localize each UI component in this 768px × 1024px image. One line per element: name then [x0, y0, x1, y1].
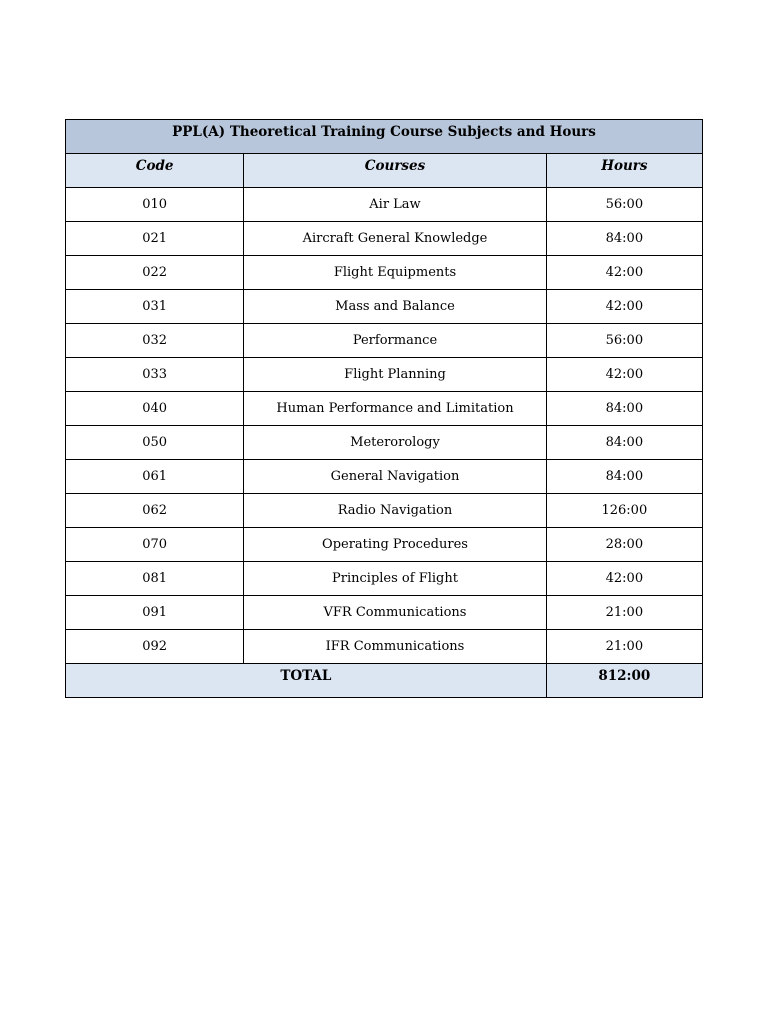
table-body [66, 188, 703, 664]
cell-hours: 42:00 [546, 256, 702, 290]
total-row [66, 664, 703, 698]
cell-course: Meterorology [244, 426, 546, 460]
cell-hours: 56:00 [546, 324, 702, 358]
cell-code: 032 [66, 324, 244, 358]
table-row [66, 562, 703, 596]
cell-hours: 84:00 [546, 392, 702, 426]
cell-hours: 21:00 [546, 630, 702, 664]
cell-hours: 56:00 [546, 188, 702, 222]
table-row [66, 324, 703, 358]
cell-code: 021 [66, 222, 244, 256]
cell-course: IFR Communications [244, 630, 546, 664]
cell-course: Flight Planning [244, 358, 546, 392]
table-row [66, 188, 703, 222]
cell-course: Flight Equipments [244, 256, 546, 290]
table-row [66, 222, 703, 256]
cell-course: Aircraft General Knowledge [244, 222, 546, 256]
header-code: Code [66, 154, 244, 188]
total-label: TOTAL [66, 664, 547, 698]
cell-code: 033 [66, 358, 244, 392]
cell-course: Human Performance and Limitation [244, 392, 546, 426]
cell-course: VFR Communications [244, 596, 546, 630]
table-row [66, 494, 703, 528]
table-row [66, 358, 703, 392]
cell-hours: 126:00 [546, 494, 702, 528]
cell-hours: 84:00 [546, 426, 702, 460]
table-row [66, 596, 703, 630]
cell-code: 040 [66, 392, 244, 426]
cell-course: Mass and Balance [244, 290, 546, 324]
cell-code: 031 [66, 290, 244, 324]
cell-course: Operating Procedures [244, 528, 546, 562]
table-row [66, 392, 703, 426]
cell-course: Principles of Flight [244, 562, 546, 596]
course-hours-table [65, 119, 703, 698]
cell-code: 010 [66, 188, 244, 222]
cell-hours: 84:00 [546, 222, 702, 256]
table-row [66, 256, 703, 290]
cell-code: 092 [66, 630, 244, 664]
table-row [66, 290, 703, 324]
cell-code: 062 [66, 494, 244, 528]
cell-hours: 42:00 [546, 562, 702, 596]
table-header-row [66, 154, 703, 188]
cell-code: 061 [66, 460, 244, 494]
table-title-row [66, 120, 703, 154]
cell-course: Air Law [244, 188, 546, 222]
cell-course: Performance [244, 324, 546, 358]
cell-hours: 21:00 [546, 596, 702, 630]
cell-code: 022 [66, 256, 244, 290]
table-row [66, 460, 703, 494]
cell-hours: 84:00 [546, 460, 702, 494]
cell-code: 081 [66, 562, 244, 596]
cell-hours: 42:00 [546, 290, 702, 324]
header-hours: Hours [546, 154, 702, 188]
header-courses: Courses [244, 154, 546, 188]
cell-hours: 42:00 [546, 358, 702, 392]
table-row [66, 528, 703, 562]
cell-course: General Navigation [244, 460, 546, 494]
cell-code: 070 [66, 528, 244, 562]
cell-hours: 28:00 [546, 528, 702, 562]
total-hours: 812:00 [546, 664, 702, 698]
table-title: PPL(A) Theoretical Training Course Subjects and Hours [66, 120, 703, 154]
cell-code: 050 [66, 426, 244, 460]
cell-course: Radio Navigation [244, 494, 546, 528]
table-row [66, 630, 703, 664]
table-row [66, 426, 703, 460]
cell-code: 091 [66, 596, 244, 630]
